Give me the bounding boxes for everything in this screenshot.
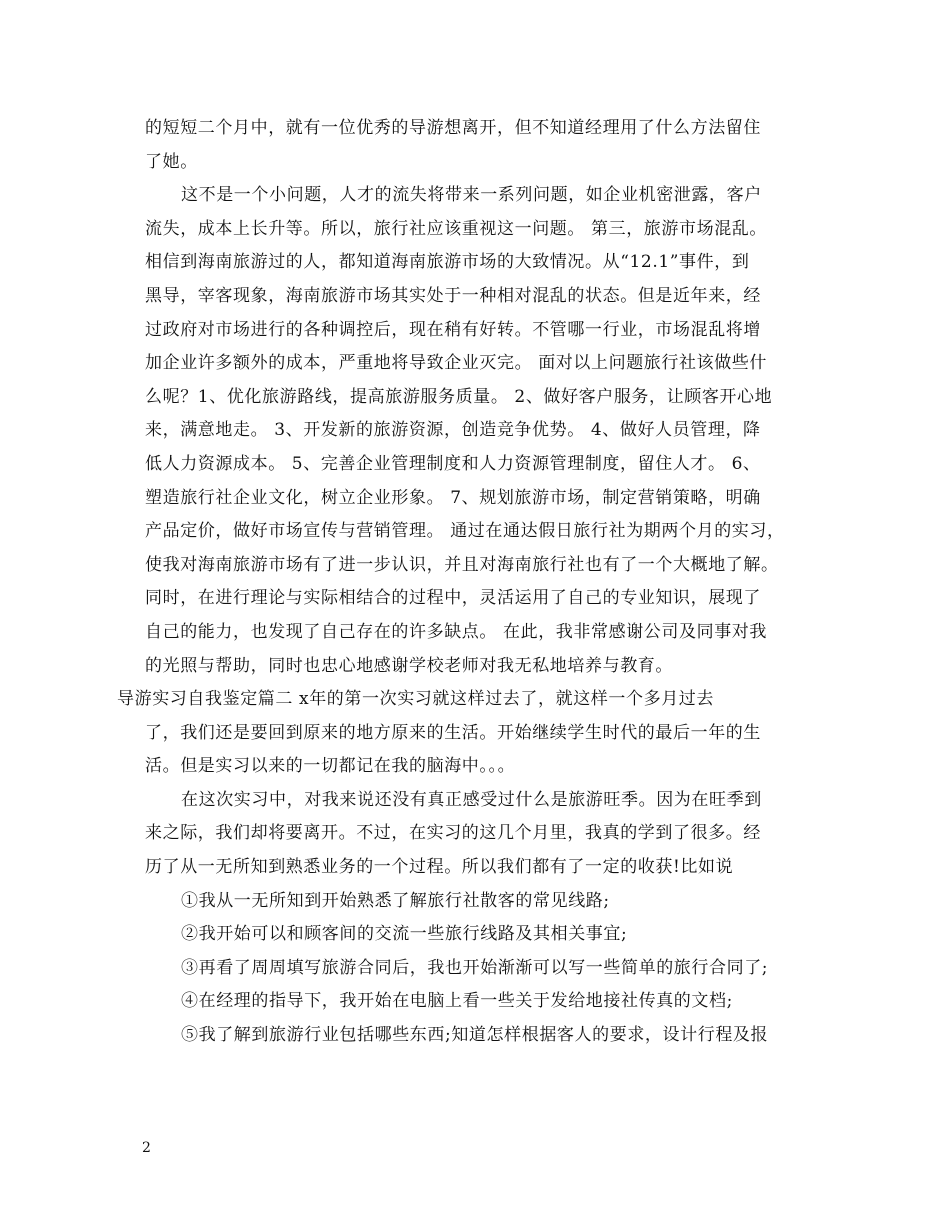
text-line: 自己的能力，也发现了自己存在的许多缺点。 在此，我非常感谢公司及同事对我 [145,621,768,642]
section-heading-line: 导游实习自我鉴定篇二 x年的第一次实习就这样过去了，就这样一个多月过去 [117,689,714,710]
text-line: 同时，在进行理论与实际相结合的过程中，灵活运用了自己的专业知识，展现了 [145,588,761,609]
text-line: 使我对海南旅游市场有了进一步认识，并且对海南旅行社也有了一个大概地了解。 [145,554,779,575]
document-body [117,112,820,1053]
text-line: 么呢？1、优化旅游路线，提高旅游服务质量。 2、做好客户服务，让顾客开心地 [145,386,773,407]
text-line: 活。但是实习以来的一切都记在我的脑海中。。。 [145,756,516,777]
text-line: 了她。 [145,151,198,172]
text-line: 产品定价，做好市场宣传与营销管理。 通过在通达假日旅行社为期两个月的实习， [145,521,785,542]
text-line: 来之际，我们却将要离开。不过，在实习的这几个月里，我真的学到了很多。经 [145,823,761,844]
text-line: 低人力资源成本。 5、完善企业管理制度和人力资源管理制度，留住人才。 6、 [145,453,761,474]
list-item: ⑤我了解到旅游行业包括哪些东西;知道怎样根据客人的要求，设计行程及报 [181,1025,769,1046]
text-line: 的光照与帮助，同时也忠心地感谢学校老师对我无私地培养与教育。 [145,655,673,676]
page-number: 2 [142,1140,151,1156]
text-line: 的短短二个月中，就有一位优秀的导游想离开，但不知道经理用了什么方法留住 [145,118,761,138]
paragraph-start-line: 这不是一个小问题，人才的流失将带来一系列问题，如企业机密泄露，客户 [181,185,762,206]
text-line: 塑造旅行社企业文化，树立企业形象。 7、规划旅游市场，制定营销策略，明确 [145,487,761,508]
list-item: ④在经理的指导下，我开始在电脑上看一些关于发给地接社传真的文档; [181,991,733,1012]
text-line: 流失，成本上长升等。所以，旅行社应该重视这一问题。 第三，旅游市场混乱。 [145,218,768,239]
text-line: 了，我们还是要回到原来的地方原来的生活。开始继续学生时代的最后一年的生 [145,722,761,743]
text-line: 来，满意地走。 3、开发新的旅游资源，创造竞争优势。 4、做好人员管理，降 [145,420,761,441]
list-item: ①我从一无所知到开始熟悉了解旅行社散客的常见线路; [181,890,610,911]
list-item: ②我开始可以和顾客间的交流一些旅行线路及其相关事宜; [181,924,628,945]
text-line: 相信到海南旅游过的人，都知道海南旅游市场的大致情况。从“12.1”事件，到 [145,252,750,273]
text-line: 历了从一无所知到熟悉业务的一个过程。所以我们都有了一定的收获!比如说 [145,857,734,878]
text-line: 加企业许多额外的成本，严重地将导致企业灭完。 面对以上问题旅行社该做些什 [145,353,768,374]
list-item: ③再看了周周填写旅游合同后，我也开始渐渐可以写一些简单的旅行合同了; [181,957,769,978]
text-line: 过政府对市场进行的各种调控后，现在稍有好转。不管哪一行业，市场混乱将增 [145,319,761,340]
text-line: 黑导，宰客现象，海南旅游市场其实处于一种相对混乱的状态。但是近年来，经 [145,285,761,306]
paragraph-start-line: 在这次实习中，对我来说还没有真正感受过什么是旅游旺季。因为在旺季到 [181,789,762,810]
